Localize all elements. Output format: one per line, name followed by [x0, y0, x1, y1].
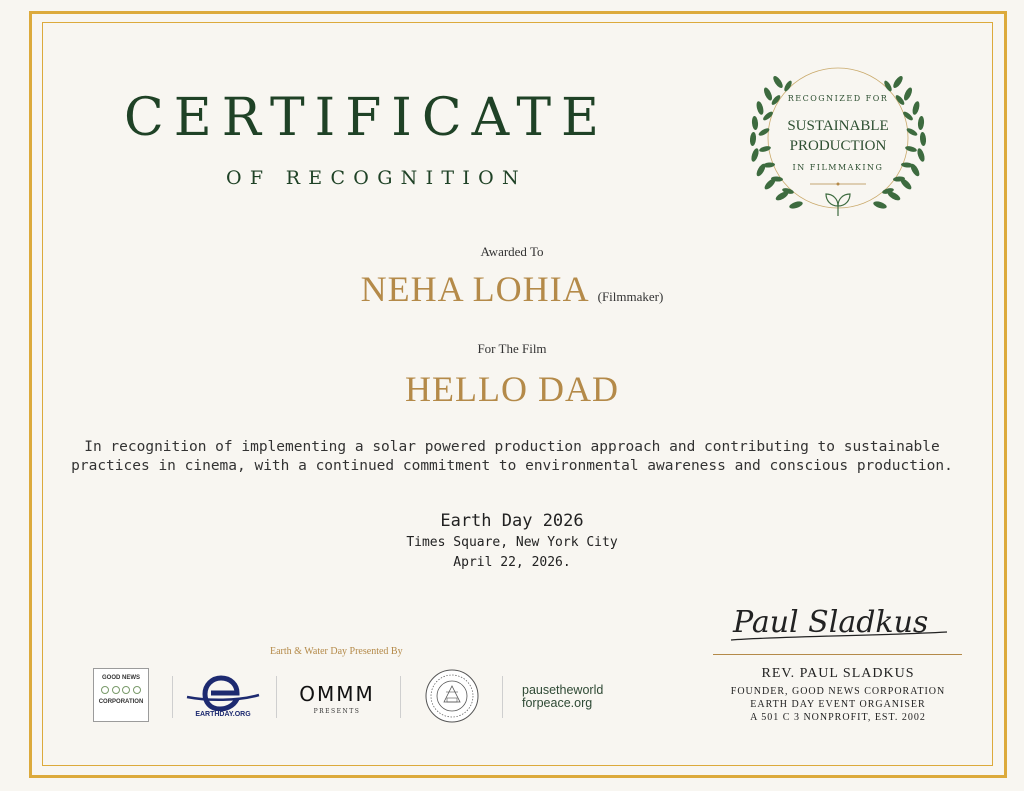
city-seal-logo [424, 668, 480, 724]
signature-line [713, 654, 962, 655]
recipient [0, 268, 1024, 310]
ommm-logo [292, 682, 382, 715]
gnc-logo-line-2: CORPORATION [98, 699, 144, 705]
signer-title: FOUNDER, GOOD NEWS CORPORATION [730, 686, 946, 697]
gnc-logo-line-1: GOOD NEWS [101, 675, 140, 681]
awarded-to-label: Awarded To [480, 244, 544, 259]
earthday-logo-text: EARTHDAY.ORG [195, 711, 251, 718]
event-place: Times Square, New York City [406, 535, 618, 550]
signature [725, 592, 955, 652]
citation-text [60, 438, 964, 476]
gnc-logo-mark [101, 686, 141, 694]
recipient-role: (Filmmaker) [597, 289, 664, 304]
pause-the-world-logo [522, 684, 603, 710]
signer-name: REV. PAUL SLADKUS [761, 666, 915, 681]
logo-divider [502, 676, 503, 718]
recipient-name: NEHA LOHIA [360, 269, 590, 309]
logo-divider [172, 676, 173, 718]
seal-main-line-1: SUSTAINABLE [787, 118, 889, 134]
certificate-title: CERTIFICATE [124, 88, 609, 148]
sprout-icon [826, 194, 850, 216]
citation-line-1: In recognition of implementing a solar powered production approach and contributing to sustainable [84, 439, 940, 455]
signature-text: Paul Sladkus [733, 605, 929, 640]
logo-divider [276, 676, 277, 718]
city-seal-icon [424, 668, 480, 724]
recognition-seal [738, 60, 938, 225]
film-title: HELLO DAD [405, 369, 619, 409]
pause-logo-line-1: pausetheworld [522, 683, 604, 697]
ommm-presents-text: PRESENTS [313, 708, 361, 715]
pause-logo-line-2: forpeace.org [522, 696, 593, 710]
event-date: April 22, 2026. [453, 555, 571, 570]
signer-role: EARTH DAY EVENT ORGANISER [750, 699, 926, 710]
earthday-e-icon [183, 675, 263, 711]
good-news-corporation-logo [93, 668, 149, 722]
seal-bottom-text: IN FILMMAKING [792, 163, 884, 172]
signer-org: A 501 C 3 NONPROFIT, EST. 2002 [750, 712, 926, 723]
seal-main-line-2: PRODUCTION [789, 138, 887, 154]
presented-by-label: Earth & Water Day Presented By [270, 646, 403, 657]
earthday-org-logo [183, 675, 263, 723]
certificate-subtitle: OF RECOGNITION [226, 167, 527, 189]
logo-divider [400, 676, 401, 718]
citation-line-2: practices in cinema, with a continued commitment to environmental awareness and conscious production. [71, 458, 953, 474]
seal-main-text [738, 116, 938, 156]
ommm-logo-text: OMMM [299, 682, 375, 706]
film-label: For The Film [477, 341, 547, 356]
seal-top-text: RECOGNIZED FOR [787, 94, 889, 103]
event-name: Earth Day 2026 [440, 511, 584, 531]
